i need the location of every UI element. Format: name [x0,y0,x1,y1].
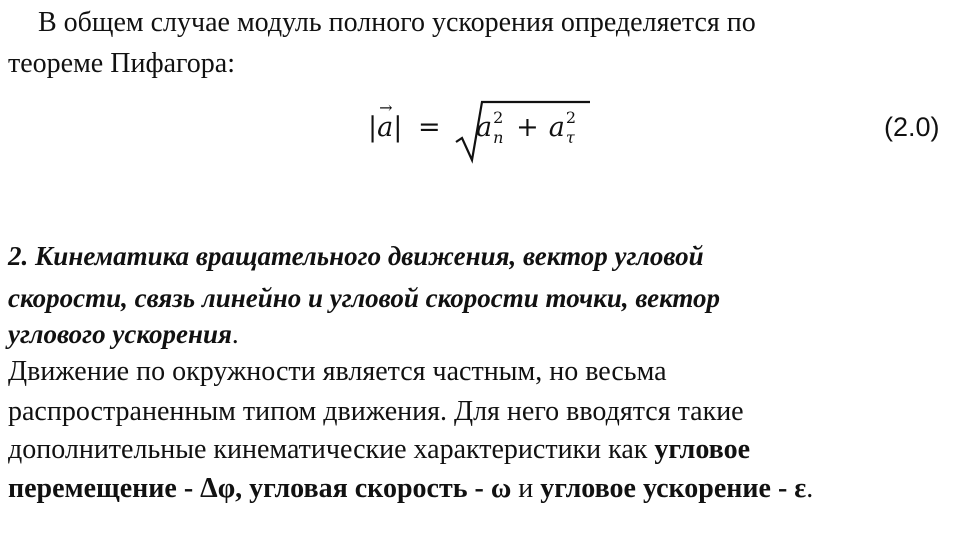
formula-plus: + [516,112,539,143]
formula-term1-sup: 2 [493,108,504,127]
formula-term2-sub: τ [565,128,575,147]
vector-arrow-icon: → [379,98,393,117]
formula-radicand [476,108,579,147]
paragraph-line-4-end: . [806,473,814,504]
formula-term2-sup: 2 [565,108,577,127]
formula-term1-sub: n [493,128,504,147]
formula-term2-indices [565,108,579,147]
term-angular-acceleration: угловое ускорение - ε [540,473,807,504]
section-heading-line-2: скорости, связь линейно и угловой скорости точки, вектор [8,283,721,313]
formula-term1-indices [492,108,506,147]
term-angular-bold: угловое [654,434,751,465]
vector-letter: a [377,112,394,143]
paragraph-line-4-conj: и [511,473,541,504]
section-heading-dot: . [231,319,239,349]
section-heading-text: углового ускорения [8,319,232,349]
intro-line-1: В общем случае модуль полного ускорения определяется по [38,7,756,38]
section-heading-line-1: 2. Кинематика вращательного движения, вектор угловой [8,241,704,271]
paragraph-line-4 [8,475,813,503]
paragraph-line-3-text: дополнительные кинематические характеристики как [8,434,655,465]
formula-term2-base: a [548,112,565,143]
formula-term1-base: a [476,112,493,143]
intro-line-2: теореме Пифагора: [8,48,236,79]
formula-equals: = [418,112,441,143]
paragraph-line-2: распространенным типом движения. Для него вводятся такие [8,396,744,427]
paragraph-line-1: Движение по окружности является частным, но весьма [8,356,667,387]
equation-number: (2.0) [884,112,940,142]
section-heading-line-3 [8,321,239,348]
paragraph-line-3 [8,436,750,464]
term-displacement-velocity: перемещение - Δφ, угловая скорость - ω [8,473,512,504]
vector-a [377,98,394,143]
formula-lhs: | → a| [368,98,403,143]
